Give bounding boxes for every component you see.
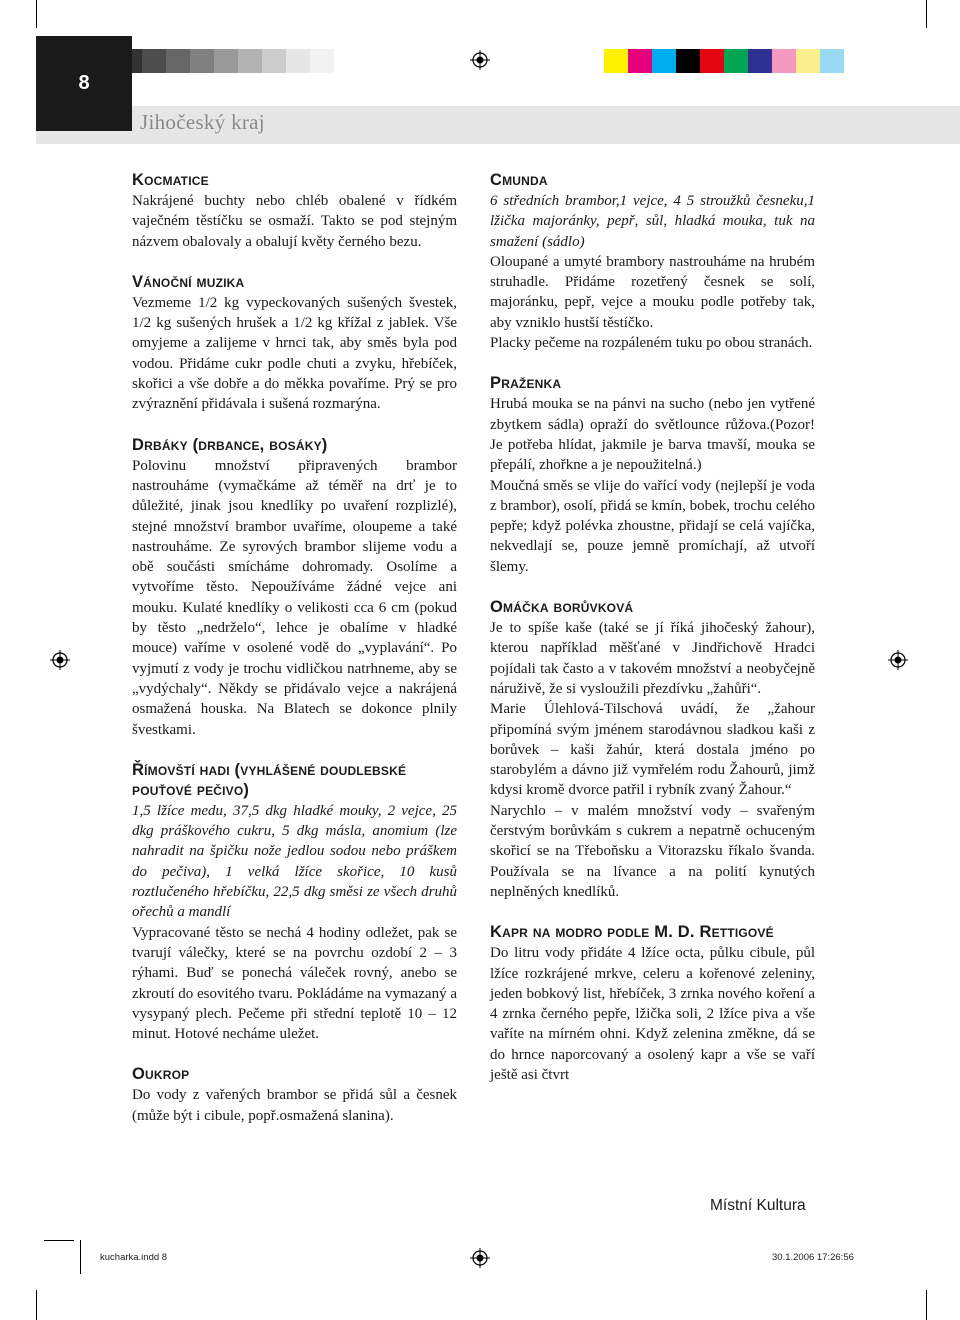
crop-mark <box>926 0 927 28</box>
color-swatch <box>796 49 820 73</box>
page-number: 8 <box>78 72 90 94</box>
right-column <box>490 170 815 1085</box>
section-text: Polovinu množství připravených brambor nastrouháme (vymačkáme až téměř na drť je to důležité, jinak jsou knedlíky po uvaření rozplizlé), stejné množství brambor uvaříme, oloupeme a také nastrouháme. Ze syrových brambor slijeme vodu a obě součásti smícháme dohromady. Osolíme a vytvoříme těsto. Nepoužíváme žádné vejce ani mouku. Kulaté knedlíky o velikosti cca 6 cm (pokud by těsto „nedrželo“, lehce je obalíme v hladké mouce) vaříme v osolené vodě do „vyplavání“. Po vyjmutí z vody je trochu vidličkou natrhneme, aby se „vydýchaly“. Někdy se přidávalo vejce a nakrájená osmažená houska. Na Blatech se dokonce plnily švestkami. <box>132 457 457 738</box>
section-text: Vypracované těsto se nechá 4 hodiny odležet, pak se tvarují válečky, které se na povrchu ozdobí 2 – 3 rýhami. Buď se ponechá váleček rovný, anebo se zkroutí do esovitého tvaru. Pokládáme na vymazaný a vysypaný plech. Pečeme při střední teplotě 10 – 12 minut. Hotové necháme uležet. <box>132 924 457 1043</box>
section-text: Nakrájené buchty nebo chléb obalené v řídkém vaječném těstíčku se osmaží. Takto se pod stejným názvem obalovaly a obalují květy černého bezu. <box>132 193 457 250</box>
section-text: Je to spíše kaše (také se jí říká jihočeský žahour), kterou například měšťané v Jindřichově Hradci pojídali tak často a v takovém množství a neobyčejně náruživě, že si vysloužili přezdívku „žahůři“. <box>490 620 815 697</box>
section-title: Římovští hadi (vyhlášené doudlebské pouťové pečivo) <box>132 760 407 799</box>
registration-mark-icon <box>470 50 490 70</box>
color-swatch <box>604 49 628 73</box>
section-title: Praženka <box>490 374 562 393</box>
color-swatch <box>820 49 844 73</box>
section-text: Vezmeme 1/2 kg vypeckovaných sušených švestek, 1/2 kg sušených hrušek a 1/2 kg křížal z jablek. Vše omyjeme a zalijeme v hrnci tak, aby směs byla pod vodou. Přidáme cukr podle chuti a zvyku, hřebíček, skořici a vše dobře a do měkka povaříme. Prý se pro zvýraznění přidávala i sušená rozmarýna. <box>132 294 457 413</box>
footer-brand: Místní Kultura <box>710 1197 806 1214</box>
color-swatch <box>748 49 772 73</box>
process-color-bar <box>604 49 844 73</box>
color-swatch <box>676 49 700 73</box>
section-title: Cmunda <box>490 171 548 189</box>
gray-swatch <box>238 49 262 73</box>
gray-swatch <box>310 49 334 73</box>
section-title: Kapr na modro podle M. D. Rettigové <box>490 923 774 942</box>
color-swatch <box>724 49 748 73</box>
crop-mark <box>36 1290 37 1320</box>
section-text: Hrubá mouka se na pánvi na sucho (nebo jen vytřené zbytkem sádla) opraží do světlounce růžova.(Pozor! Je potřeba hlídat, jakmile je barva tmavší, mouka se přepálí, zhořkne a je nepoužitelná.) <box>490 396 815 474</box>
section-text: Do litru vody přidáte 4 lžíce octa, půlku cibule, půl lžíce rozkrájené mrkve, celeru a kořenové zeleniny, jeden bobkový list, hřebíček, 3 zrnka nového koření a 4 zrnka černého pepře, lžička soli, 2 lžíce piva a vše vaříte na mírném ohni. Když zelenina změkne, dá se do hrnce naporcovaný a osolený kapr a vše se vaří ještě asi čtvrt <box>490 945 815 1083</box>
section-text: Do vody z vařených brambor se přidá sůl a česnek (může být i cibule, popř.osmažená slanina). <box>132 1087 457 1124</box>
crop-mark <box>44 1240 74 1241</box>
section-title: Omáčka borůvková <box>490 598 634 617</box>
section-text: Moučná směs se vlije do vařící vody (nejlepší je voda z brambor), osolí, přidá se kmín, bobek, trochu celého pepře; když polévka zhoustne, přidají se celá vajíčka, nekvedlají se, pouze jemně promíchají, až utvoří šlemy. <box>490 477 815 575</box>
ingredients-text: 1,5 lžíce medu, 37,5 dkg hladké mouky, 2 vejce, 25 dkg práškového cukru, 5 dkg másla, anomium (lze nahradit na špičku nože jedlou sodou nebo práškem do pečiva), 1 velká lžíce skořice, 10 kusů roztlučeného hřebíčku, 22,5 dkg směsi ze všech druhů ořechů a mandlí <box>132 802 457 921</box>
gray-swatch <box>214 49 238 73</box>
left-column <box>132 170 457 1126</box>
section-title: Oukrop <box>132 1065 190 1084</box>
gray-swatch <box>286 49 310 73</box>
color-swatch <box>772 49 796 73</box>
gray-swatch <box>142 49 166 73</box>
section-title: Drbáky (drbance, bosáky) <box>132 435 328 454</box>
section-text: Placky pečeme na rozpáleném tuku po obou stranách. <box>490 335 813 352</box>
crop-mark <box>80 1240 81 1274</box>
crop-mark <box>36 0 37 28</box>
section-text: Narychlo – v malém množství vody – svařeným čerstvým borůvkám s cukrem a nepatrně ochuceným skořicí se na Třeboňsku a Vitorazsku říkalo švanda. Používala se na lívance a na polití kynutých neplněných knedlíků. <box>490 802 815 900</box>
gray-swatch <box>166 49 190 73</box>
gray-swatch <box>262 49 286 73</box>
color-swatch <box>652 49 676 73</box>
slug-date: 30.1.2006 17:26:56 <box>772 1252 854 1263</box>
gray-swatch <box>190 49 214 73</box>
color-swatch <box>628 49 652 73</box>
section-text: Oloupané a umyté brambory nastrouháme na hrubém struhadle. Přidáme rozetřený česnek se solí, majoránku, pepř, vejce a mouku podle potřeby tak, aby vzniklo hustší těstíčko. <box>490 253 815 331</box>
section-title: Kocmatice <box>132 171 209 189</box>
crop-mark <box>926 1290 927 1320</box>
region-title: Jihočeský kraj <box>140 110 265 134</box>
registration-mark-icon <box>470 1248 490 1268</box>
color-swatch <box>700 49 724 73</box>
slug-file: kucharka.indd 8 <box>100 1252 168 1263</box>
section-title: Vánoční muzika <box>132 272 245 291</box>
registration-mark-icon <box>888 650 908 670</box>
section-text: Marie Úlehlová-Tilschová uvádí, že „žahour připomíná svým jménem starodávnou sladkou kaši z borůvek – kaši žahúr, která dostala jméno po starobylém a dávno již vymřelém rodu Žahourů, jimž kdysi kromě dvorce patřil i rybník zvaný Žahour.“ <box>490 701 815 799</box>
registration-mark-icon <box>50 650 70 670</box>
ingredients-text: 6 středních brambor,1 vejce, 4 5 stroužků česneku,1 lžička majoránky, pepř, sůl, hladká mouka, tuk na smažení (sádlo) <box>490 193 815 250</box>
